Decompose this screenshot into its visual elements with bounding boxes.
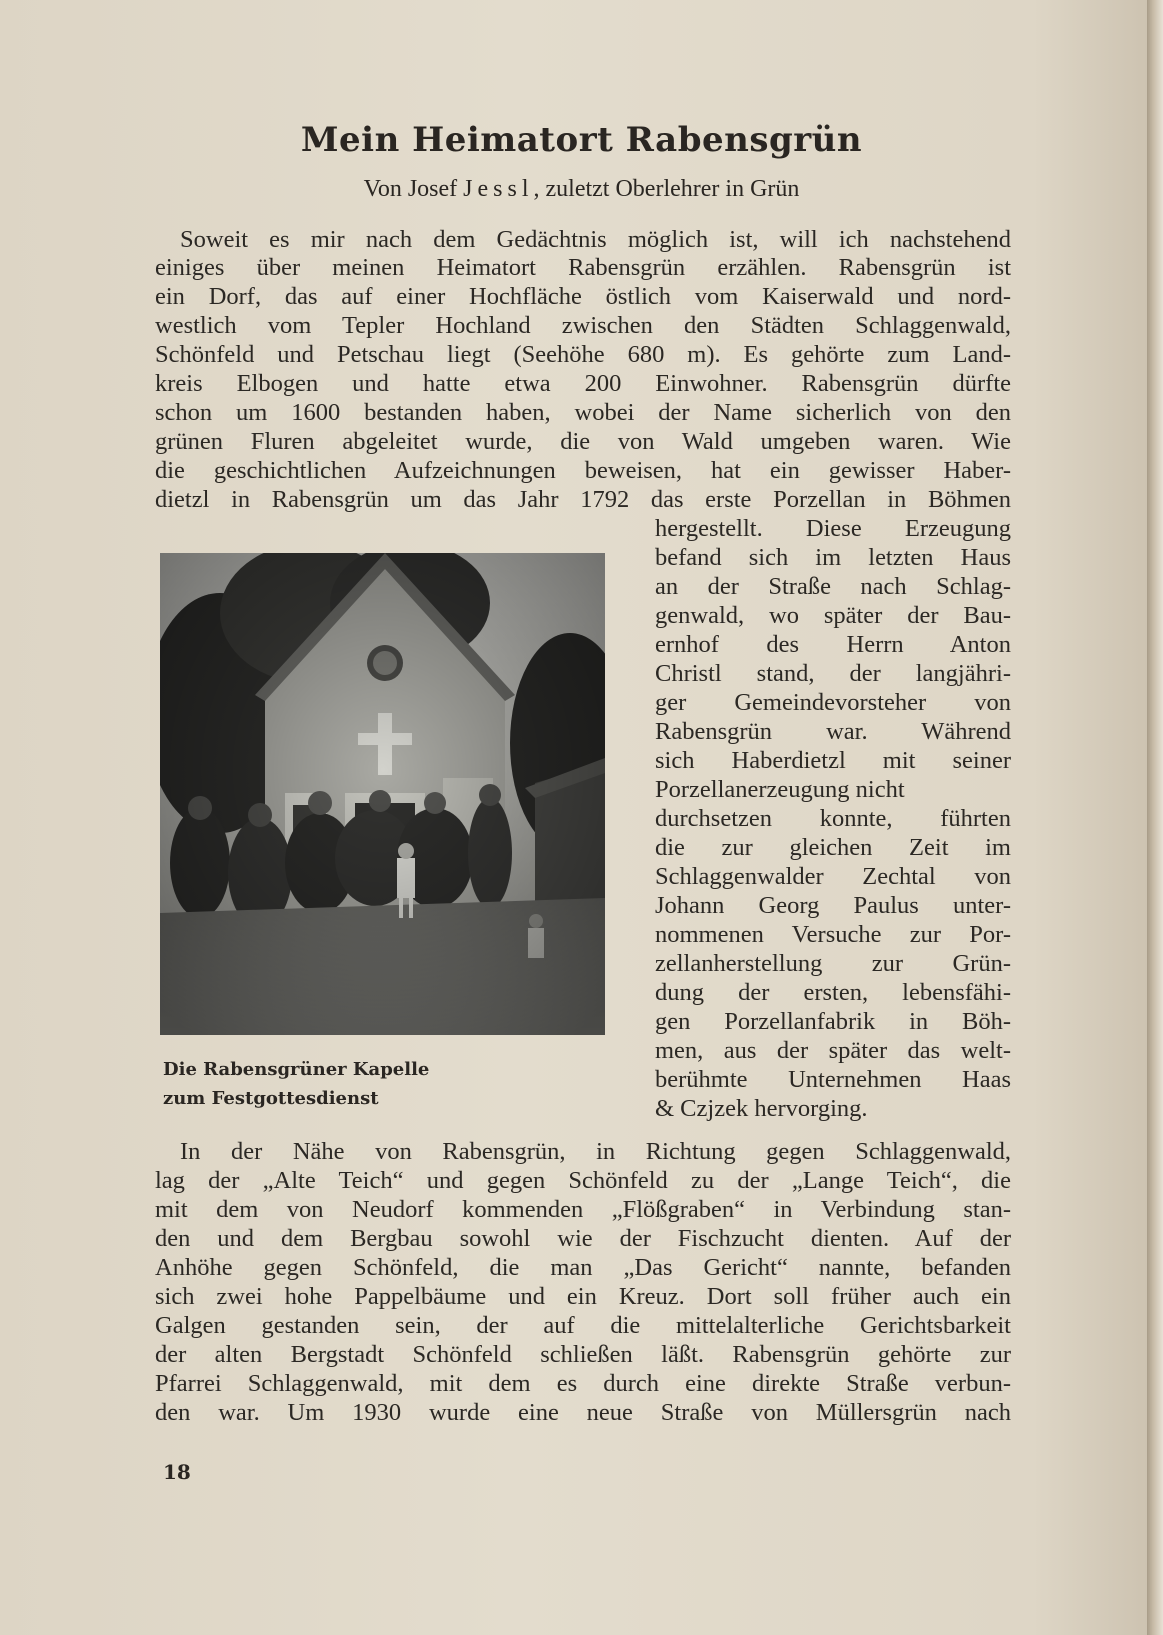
caption-line: Die Rabensgrüner Kapelle xyxy=(163,1059,430,1080)
paragraph1-narrow-line: men, aus der später das welt- xyxy=(655,1037,1011,1064)
byline-suffix: , zuletzt Oberlehrer in Grün xyxy=(533,176,800,202)
paragraph1-narrow-line: zellanherstellung zur Grün- xyxy=(655,950,1011,977)
paragraph1-narrow-line: durchsetzen konnte, führten xyxy=(655,805,1011,832)
paragraph2-line: mit dem von Neudorf kommenden „Flößgraben“ in Verbindung stan- xyxy=(155,1196,1011,1223)
paragraph2-line: der alten Bergstadt Schönfeld schließen läßt. Rabensgrün gehörte zur xyxy=(155,1341,1011,1368)
paragraph2-line: lag der „Alte Teich“ und gegen Schönfeld zu der „Lange Teich“, die xyxy=(155,1167,1011,1194)
paragraph1-narrow-line: genwald, wo später der Bau- xyxy=(655,602,1011,629)
paragraph1-narrow-line: ger Gemeindevorsteher von xyxy=(655,689,1011,716)
paragraph1-line: Schönfeld und Petschau liegt (Seehöhe 680 m). Es gehörte zum Land- xyxy=(155,341,1011,368)
chapel-photo xyxy=(160,553,605,1035)
paragraph1-narrow-line: Schlaggenwalder Zechtal von xyxy=(655,863,1011,890)
book-spine-shadow xyxy=(1147,0,1163,1635)
photo-caption xyxy=(163,1055,543,1113)
paragraph1-narrow-line: an der Straße nach Schlag- xyxy=(655,573,1011,600)
byline-prefix: Von Josef xyxy=(363,176,464,202)
paragraph1-narrow-line: Christl stand, der langjähri- xyxy=(655,660,1011,687)
paragraph1-narrow-line: hergestellt. Diese Erzeugung xyxy=(655,515,1011,542)
paragraph1-line: kreis Elbogen und hatte etwa 200 Einwohner. Rabensgrün dürfte xyxy=(155,370,1011,397)
paragraph1-line: dietzl in Rabensgrün um das Jahr 1792 das erste Porzellan in Böhmen xyxy=(155,486,1011,513)
paragraph2-line: den und dem Bergbau sowohl wie der Fischzucht dienten. Auf der xyxy=(155,1225,1011,1252)
paragraph1-line: grünen Fluren abgeleitet wurde, die von Wald umgeben waren. Wie xyxy=(155,428,1011,455)
paragraph1-narrow-line: & Czjzek hervorging. xyxy=(655,1095,868,1122)
byline-surname: Jessl xyxy=(463,176,534,202)
byline xyxy=(0,176,1147,203)
paragraph1-line: die geschichtlichen Aufzeichnungen beweisen, hat ein gewisser Haber- xyxy=(155,457,1011,484)
paragraph1-line: Soweit es mir nach dem Gedächtnis möglich ist, will ich nachstehend xyxy=(180,226,1011,253)
paragraph2-line: den war. Um 1930 wurde eine neue Straße von Müllersgrün nach xyxy=(155,1399,1011,1426)
paragraph1-narrow-line: die zur gleichen Zeit im xyxy=(655,834,1011,861)
paragraph1-narrow-line: Rabensgrün war. Während xyxy=(655,718,1011,745)
paragraph1-narrow-line: sich Haberdietzl mit seiner xyxy=(655,747,1011,774)
page-title: Mein Heimatort Rabensgrün xyxy=(300,120,863,160)
paragraph1-line: ein Dorf, das auf einer Hochfläche östlich vom Kaiserwald und nord- xyxy=(155,283,1011,310)
paragraph1-narrow-line: dung der ersten, lebensfähi- xyxy=(655,979,1011,1006)
paragraph2-line: sich zwei hohe Pappelbäume und ein Kreuz. Dort soll früher auch ein xyxy=(155,1283,1011,1310)
paragraph1-narrow-line: befand sich im letzten Haus xyxy=(655,544,1011,571)
paragraph1-narrow-line: gen Porzellanfabrik in Böh- xyxy=(655,1008,1011,1035)
paragraph2-line: Anhöhe gegen Schönfeld, die man „Das Gericht“ nannte, befanden xyxy=(155,1254,1011,1281)
paragraph1-narrow-line: Johann Georg Paulus unter- xyxy=(655,892,1011,919)
paragraph2-line: Pfarrei Schlaggenwald, mit dem es durch eine direkte Straße verbun- xyxy=(155,1370,1011,1397)
paragraph1-line: westlich vom Tepler Hochland zwischen den Städten Schlaggenwald, xyxy=(155,312,1011,339)
paragraph1-narrow-line: nommenen Versuche zur Por- xyxy=(655,921,1011,948)
paragraph1-narrow-line: ernhof des Herrn Anton xyxy=(655,631,1011,658)
paragraph1-narrow-line: Porzellanerzeugung nicht xyxy=(655,776,905,803)
paragraph2-line: In der Nähe von Rabensgrün, in Richtung gegen Schlaggenwald, xyxy=(180,1138,1011,1165)
page-number: 18 xyxy=(163,1460,191,1484)
paragraph1-line: einiges über meinen Heimatort Rabensgrün erzählen. Rabensgrün ist xyxy=(155,254,1011,281)
paragraph2-line: Galgen gestanden sein, der auf die mittelalterliche Gerichtsbarkeit xyxy=(155,1312,1011,1339)
paragraph1-narrow-line: berühmte Unternehmen Haas xyxy=(655,1066,1011,1093)
paragraph1-line: schon um 1600 bestanden haben, wobei der Name sicherlich von den xyxy=(155,399,1011,426)
caption-line: zum Festgottesdienst xyxy=(163,1088,379,1109)
